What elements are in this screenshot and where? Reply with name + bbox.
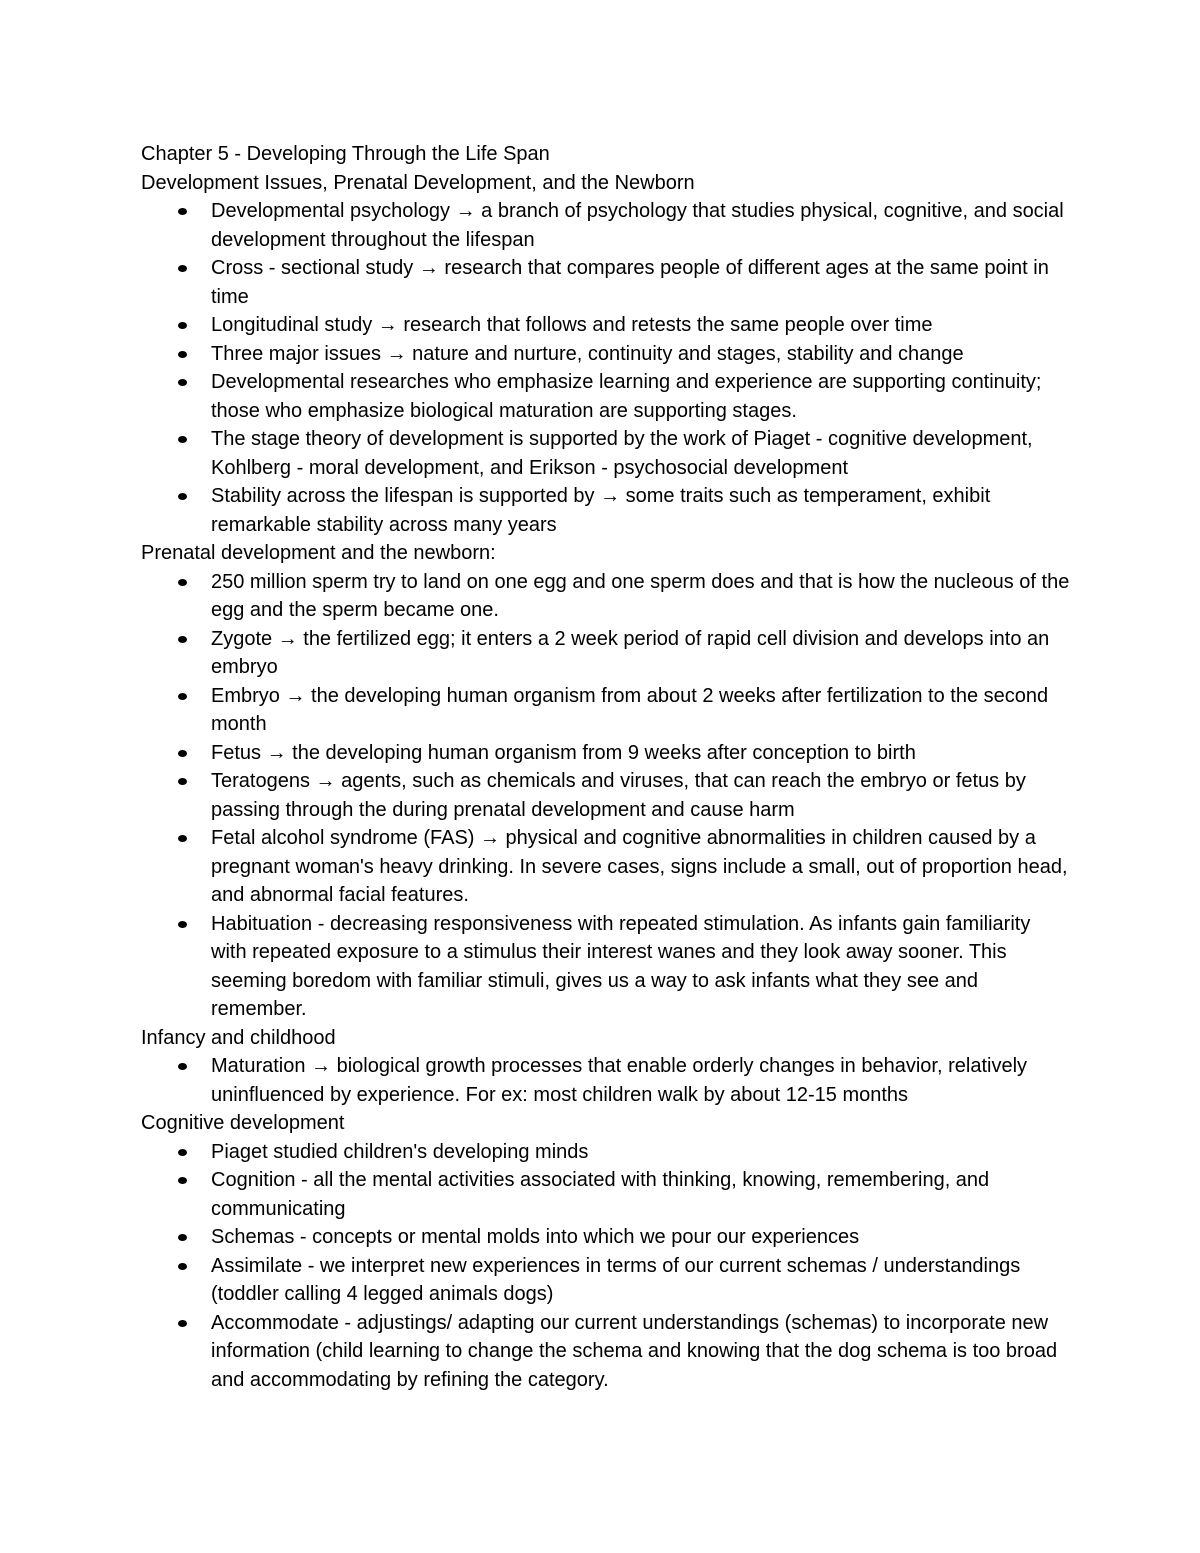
bullet-icon (178, 208, 187, 215)
list-item-text: Habituation - decreasing responsiveness with repeated stimulation. As infants gain familiarity with repeated exposure to a stimulus their interest wanes and they look away sooner. This seeming boredom with familiar stimuli, gives us a way to ask infants what they see and remember. (211, 912, 1031, 1020)
list-item-text: Fetus → the developing human organism from 9 weeks after conception to birth (211, 741, 916, 764)
section-cognitive-development (141, 1109, 1071, 1394)
bullet-icon (178, 1263, 187, 1270)
list-item-text: Developmental researches who emphasize learning and experience are supporting continuity; those who emphasize biological maturation are supporting stages. (211, 371, 1042, 422)
list-item-text: The stage theory of development is supported by the work of Piaget - cognitive development, Kohlberg - moral development, and Erikson - psychosocial development (211, 428, 1033, 479)
bullet-icon (178, 778, 187, 785)
bullet-icon (178, 1149, 187, 1156)
bullet-icon (178, 379, 187, 386)
list-item (211, 1166, 1071, 1223)
list-item (211, 568, 1071, 625)
list-item-text: Three major issues → nature and nurture, continuity and stages, stability and change (211, 342, 964, 365)
bullet-list (141, 197, 1071, 539)
list-item (211, 910, 1071, 1024)
list-item-text: Stability across the lifespan is supported by → some traits such as temperament, exhibit remarkable stability across many years (211, 485, 991, 536)
list-item (211, 197, 1071, 254)
bullet-icon (178, 493, 187, 500)
list-item-text: Accommodate - adjustings/ adapting our current understandings (schemas) to incorporate new information (child learning to change the schema and knowing that the dog schema is too broad and accommodating by refining the category. (211, 1311, 1058, 1391)
list-item (211, 767, 1071, 824)
bullet-icon (178, 436, 187, 443)
list-item (211, 625, 1071, 682)
list-item-text: 250 million sperm try to land on one egg and one sperm does and that is how the nucleous of the egg and the sperm became one. (211, 570, 1070, 621)
list-item (211, 1223, 1071, 1252)
bullet-icon (178, 750, 187, 757)
bullet-icon (178, 265, 187, 272)
document-title: Chapter 5 - Developing Through the Life Span (141, 143, 550, 165)
section-development-issues (141, 169, 1071, 540)
list-item-text: Teratogens → agents, such as chemicals and viruses, that can reach the embryo or fetus by passing through the during prenatal development and cause harm (211, 770, 1026, 821)
section-heading: Infancy and childhood (141, 1026, 336, 1049)
list-item (211, 254, 1071, 311)
bullet-icon (178, 1063, 187, 1070)
list-item-text: Cross - sectional study → research that compares people of different ages at the same point in time (211, 257, 1049, 308)
list-item (211, 482, 1071, 539)
list-item-text: Longitudinal study → research that follows and retests the same people over time (211, 314, 933, 336)
list-item-text: Maturation → biological growth processes that enable orderly changes in behavior, relatively uninfluenced by experience. For ex: most children walk by about 12-15 months (211, 1055, 1028, 1106)
section-infancy-childhood (141, 1024, 1071, 1110)
bullet-icon (178, 636, 187, 643)
bullet-icon (178, 351, 187, 358)
document-page (141, 140, 1071, 1394)
list-item (211, 368, 1071, 425)
bullet-list (141, 568, 1071, 1024)
list-item (211, 311, 1071, 340)
list-item (211, 1138, 1071, 1167)
bullet-icon (178, 693, 187, 700)
bullet-icon (178, 579, 187, 586)
section-prenatal-development (141, 539, 1071, 1024)
list-item-text: Zygote → the fertilized egg; it enters a 2 week period of rapid cell division and develops into an embryo (211, 627, 1050, 678)
list-item-text: Assimilate - we interpret new experiences in terms of our current schemas / understandings (toddler calling 4 legged animals dogs) (211, 1254, 1021, 1305)
list-item-text: Developmental psychology → a branch of psychology that studies physical, cognitive, and social development throughout the lifespan (211, 200, 1064, 251)
list-item-text: Fetal alcohol syndrome (FAS) → physical and cognitive abnormalities in children caused by a pregnant woman's heavy drinking. In severe cases, signs include a small, out of proportion head, and abnormal facial features. (211, 827, 1068, 906)
list-item-text: Embryo → the developing human organism from about 2 weeks after fertilization to the second month (211, 684, 1049, 735)
list-item (211, 1252, 1071, 1309)
list-item (211, 824, 1071, 910)
section-heading: Cognitive development (141, 1112, 345, 1134)
list-item (211, 1309, 1071, 1395)
list-item-text: Schemas - concepts or mental molds into which we pour our experiences (211, 1226, 860, 1248)
bullet-icon (178, 322, 187, 329)
bullet-icon (178, 921, 187, 928)
list-item (211, 682, 1071, 739)
bullet-icon (178, 1320, 187, 1327)
list-item (211, 425, 1071, 482)
section-heading: Development Issues, Prenatal Development, and the Newborn (141, 171, 695, 194)
bullet-list (141, 1138, 1071, 1395)
bullet-list (141, 1052, 1071, 1109)
list-item (211, 739, 1071, 768)
bullet-icon (178, 1234, 187, 1241)
section-heading: Prenatal development and the newborn: (141, 542, 496, 564)
list-item-text: Cognition - all the mental activities associated with thinking, knowing, remembering, and communicating (211, 1169, 990, 1220)
list-item (211, 1052, 1071, 1109)
list-item-text: Piaget studied children's developing minds (211, 1140, 589, 1163)
bullet-icon (178, 1177, 187, 1184)
list-item (211, 340, 1071, 369)
bullet-icon (178, 835, 187, 842)
